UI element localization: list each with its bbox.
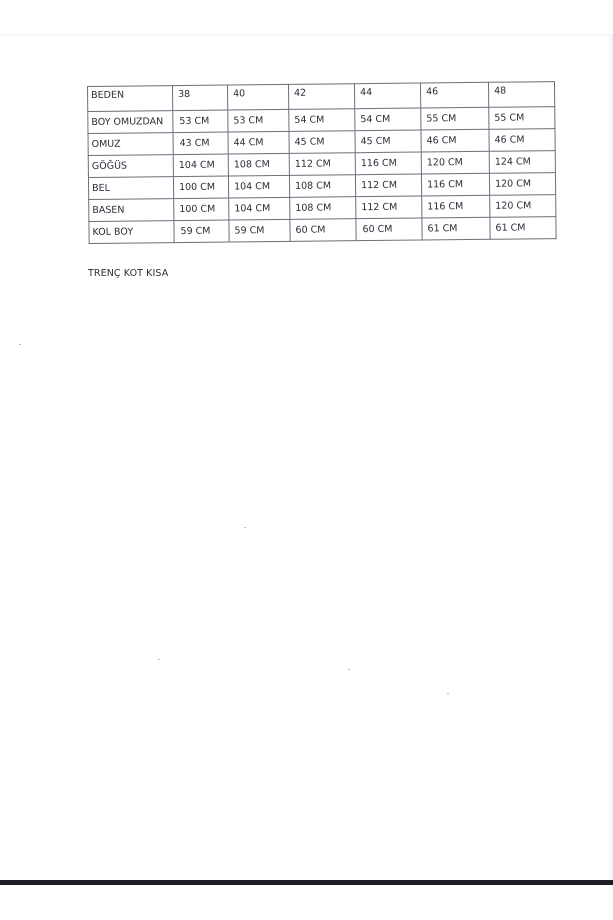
table-cell: 108 CM [290, 197, 356, 220]
table-cell: 104 CM [229, 197, 290, 220]
table-cell: 54 CM [355, 108, 421, 131]
row-label: GÖĞÜS [88, 155, 173, 178]
table-cell: 44 CM [228, 131, 289, 154]
table-cell: 100 CM [174, 198, 229, 221]
table-header-cell: BEDEN [88, 86, 173, 112]
table-cell: 104 CM [173, 154, 228, 177]
size-chart-table [87, 81, 557, 244]
table-cell: 112 CM [289, 153, 355, 176]
table-cell: 55 CM [421, 107, 489, 130]
table-header-cell: 46 [420, 82, 488, 108]
table-cell: 46 CM [421, 129, 489, 152]
table-cell: 116 CM [421, 173, 489, 196]
table-cell: 59 CM [229, 219, 290, 242]
row-label: BOY OMUZDAN [88, 111, 173, 134]
table-cell: 46 CM [489, 129, 555, 152]
table-header-cell: 42 [288, 84, 354, 110]
table-cell: 116 CM [355, 152, 421, 175]
scan-top-edge [0, 34, 613, 36]
row-label: BASEN [89, 199, 174, 222]
document-caption: TRENÇ KOT KISA [88, 268, 169, 279]
row-label: OMUZ [88, 133, 173, 156]
scan-speck [158, 659, 160, 660]
table-header-cell: 38 [173, 85, 228, 111]
scan-speck [348, 669, 350, 670]
scan-right-edge [607, 36, 613, 880]
table-cell: 53 CM [173, 110, 228, 133]
row-label: KOL BOY [89, 221, 174, 244]
table-cell: 43 CM [173, 132, 228, 155]
table-cell: 108 CM [289, 175, 355, 198]
table-cell: 61 CM [422, 217, 490, 240]
scan-bottom-edge [0, 880, 613, 885]
table-header-cell: 40 [227, 84, 288, 110]
table-cell: 61 CM [490, 217, 556, 240]
table-cell: 45 CM [289, 131, 355, 154]
table-cell: 59 CM [174, 220, 229, 243]
row-label: BEL [88, 177, 173, 200]
table-cell: 112 CM [355, 174, 421, 197]
table-cell: 60 CM [356, 218, 422, 241]
table-cell: 55 CM [489, 107, 555, 130]
table-cell: 120 CM [490, 195, 556, 218]
table-cell: 53 CM [228, 109, 289, 132]
table-header-cell: 48 [488, 82, 554, 108]
table-row [89, 217, 556, 244]
table-header-cell: 44 [354, 83, 420, 109]
table-cell: 60 CM [290, 219, 356, 242]
table-cell: 45 CM [355, 130, 421, 153]
scan-speck [447, 693, 449, 694]
table-cell: 124 CM [489, 151, 555, 174]
table-cell: 116 CM [422, 195, 490, 218]
table-cell: 104 CM [228, 175, 289, 198]
table-cell: 108 CM [228, 153, 289, 176]
table-cell: 54 CM [289, 109, 355, 132]
scan-speck [19, 344, 21, 345]
table-cell: 100 CM [173, 176, 228, 199]
scan-speck [244, 527, 246, 528]
table-cell: 120 CM [421, 151, 489, 174]
table-cell: 120 CM [489, 173, 555, 196]
table-cell: 112 CM [356, 196, 422, 219]
